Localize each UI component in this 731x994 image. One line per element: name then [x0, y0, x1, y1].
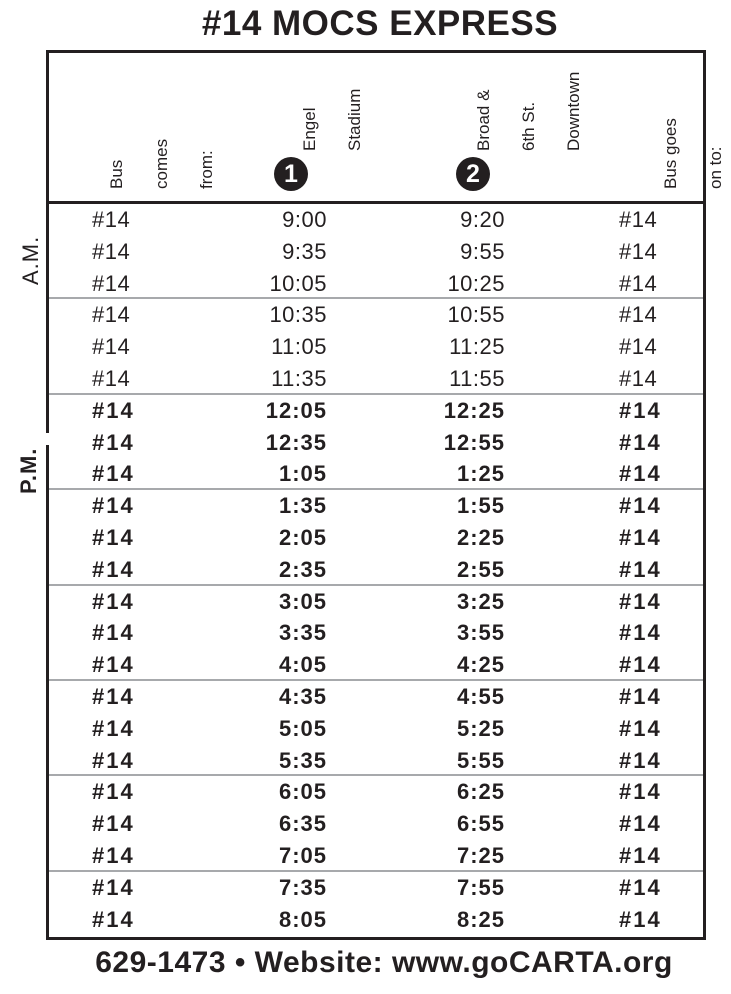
- table-row: [49, 679, 703, 713]
- table-row: [49, 774, 703, 808]
- to-route: #14: [619, 270, 658, 296]
- from-route: #14: [92, 365, 131, 391]
- stop-1-time: 5:05: [278, 715, 327, 741]
- stop-1-time: 12:35: [265, 429, 327, 455]
- to-route: #14: [619, 652, 662, 678]
- to-route: #14: [619, 397, 662, 423]
- stop-1-time: 7:05: [278, 842, 327, 868]
- table-row: [49, 870, 703, 904]
- to-route: #14: [619, 238, 658, 264]
- from-route: #14: [92, 842, 135, 868]
- stop-2-time: 12:25: [443, 397, 505, 423]
- stop-1-time: 2:05: [278, 524, 327, 550]
- stop-1-time: 10:05: [269, 270, 327, 296]
- table-row: [49, 554, 703, 586]
- header-line: Stadium: [345, 88, 364, 151]
- stop-1-time: 1:05: [278, 461, 327, 487]
- from-route: #14: [92, 715, 135, 741]
- pm-period-label: P.M.: [16, 447, 41, 494]
- stop-2-time: 11:25: [449, 334, 505, 360]
- to-route: #14: [619, 524, 662, 550]
- from-route: #14: [92, 302, 131, 328]
- stop-2-time: 8:25: [456, 906, 505, 932]
- stop-1-time: 10:35: [269, 302, 327, 328]
- header-line: Engel: [300, 107, 319, 151]
- to-route: #14: [619, 811, 662, 837]
- stop-1-time: 7:35: [278, 874, 327, 900]
- stop-1-time: 11:05: [271, 334, 327, 360]
- to-route: #14: [619, 302, 658, 328]
- stop-1-time: 1:35: [278, 493, 327, 519]
- stop-2-time: 2:55: [456, 556, 505, 582]
- from-route: #14: [92, 207, 131, 232]
- table-row: [49, 297, 703, 331]
- to-route: #14: [619, 747, 662, 773]
- from-route: #14: [92, 779, 135, 805]
- from-route: #14: [92, 906, 135, 932]
- header-line: comes: [152, 138, 171, 189]
- schedule-rows: [49, 204, 703, 935]
- stop-1-time: 5:35: [278, 747, 327, 773]
- to-route: #14: [619, 874, 662, 900]
- from-route: #14: [92, 238, 131, 264]
- stop-2-name: [446, 72, 611, 151]
- table-row: [49, 745, 703, 777]
- stop-1-name: [272, 89, 392, 151]
- stop-2-time: 4:55: [456, 683, 505, 709]
- from-route: #14: [92, 874, 135, 900]
- table-row: [49, 522, 703, 554]
- page-title: #14 MOCS EXPRESS: [201, 4, 559, 43]
- table-row: [49, 236, 703, 268]
- to-route: #14: [619, 365, 658, 391]
- to-route: #14: [619, 334, 658, 360]
- stop-2-time: 9:55: [460, 238, 505, 264]
- stop-2-time: 1:55: [456, 493, 505, 519]
- stop-2-time: 9:20: [460, 207, 505, 232]
- header-line: on to:: [706, 146, 725, 189]
- to-route: #14: [619, 683, 662, 709]
- stop-2-time: 3:25: [456, 588, 505, 614]
- from-route: #14: [92, 397, 135, 423]
- to-route: #14: [619, 493, 662, 519]
- to-route: #14: [619, 779, 662, 805]
- from-route: #14: [92, 588, 135, 614]
- to-route: #14: [619, 906, 662, 932]
- table-row: [49, 649, 703, 681]
- stop-1-badge-icon: 1: [274, 157, 308, 191]
- table-header: [49, 53, 725, 204]
- stop-2-badge-icon: 2: [456, 157, 490, 191]
- stop-1-time: 4:05: [278, 652, 327, 678]
- stop-1-time: 6:05: [278, 779, 327, 805]
- to-route: #14: [619, 620, 662, 646]
- table-row: [49, 331, 703, 363]
- stop-1-time: 9:00: [282, 207, 327, 232]
- stop-1-time: 8:05: [278, 906, 327, 932]
- table-row: [49, 363, 703, 395]
- stop-1-time: 3:05: [278, 588, 327, 614]
- am-period-label: A.M.: [18, 235, 43, 285]
- from-route: #14: [92, 429, 135, 455]
- schedule-table: [46, 50, 725, 940]
- from-route: #14: [92, 524, 135, 550]
- table-row: [49, 617, 703, 649]
- header-line: Bus goes: [661, 118, 680, 189]
- table-row: [49, 808, 703, 840]
- stop-2-time: 11:55: [449, 365, 505, 391]
- stop-2-time: 12:55: [443, 429, 505, 455]
- from-route: #14: [92, 270, 131, 296]
- stop-1-time: 9:35: [282, 238, 327, 264]
- from-route: #14: [92, 556, 135, 582]
- stop-2-time: 2:25: [456, 524, 505, 550]
- to-route: #14: [619, 461, 662, 487]
- from-route: #14: [92, 811, 135, 837]
- from-route: #14: [92, 620, 135, 646]
- stop-2-time: 1:25: [456, 461, 505, 487]
- stop-2-time: 5:55: [456, 747, 505, 773]
- from-route: #14: [92, 493, 135, 519]
- stop-1-time: 2:35: [278, 556, 327, 582]
- header-line: 6th St.: [519, 101, 538, 151]
- table-row: [49, 427, 703, 459]
- to-route: #14: [619, 842, 662, 868]
- from-route: #14: [92, 683, 135, 709]
- stop-2-time: 3:55: [456, 620, 505, 646]
- table-row: [49, 458, 703, 490]
- to-route: #14: [619, 207, 658, 232]
- header-line: Downtown: [564, 71, 583, 151]
- from-route: #14: [92, 461, 135, 487]
- to-route: #14: [619, 715, 662, 741]
- border-gap: [44, 433, 51, 445]
- stop-1-time: 11:35: [271, 365, 327, 391]
- stop-2-time: 7:55: [456, 874, 505, 900]
- stop-2-time: 6:55: [456, 811, 505, 837]
- stop-2-time: 10:55: [447, 302, 505, 328]
- header-line: from:: [197, 150, 216, 189]
- table-row: [49, 584, 703, 618]
- stop-1-time: 12:05: [265, 397, 327, 423]
- to-route: #14: [619, 429, 662, 455]
- table-row: [49, 840, 703, 872]
- header-line: Broad &: [474, 89, 493, 151]
- stop-1-time: 3:35: [278, 620, 327, 646]
- to-route: #14: [619, 588, 662, 614]
- stop-2-time: 5:25: [456, 715, 505, 741]
- footer-contact: 629-1473 • Website: www.goCARTA.org: [95, 946, 673, 979]
- stop-1-time: 4:35: [278, 683, 327, 709]
- bus-comes-from-header: [79, 139, 244, 189]
- to-route: #14: [619, 556, 662, 582]
- stop-2-time: 7:25: [456, 842, 505, 868]
- table-row: [49, 393, 703, 427]
- bus-goes-on-to-header: [633, 118, 731, 189]
- stop-2-time: 4:25: [456, 652, 505, 678]
- from-route: #14: [92, 652, 135, 678]
- header-line: Bus: [107, 159, 126, 189]
- table-row: [49, 713, 703, 745]
- table-row: [49, 268, 703, 300]
- stop-2-time: 10:25: [447, 270, 505, 296]
- table-row: [49, 204, 703, 236]
- table-row: [49, 904, 703, 936]
- from-route: #14: [92, 747, 135, 773]
- from-route: #14: [92, 334, 131, 360]
- stop-1-time: 6:35: [278, 811, 327, 837]
- table-row: [49, 488, 703, 522]
- stop-2-time: 6:25: [456, 779, 505, 805]
